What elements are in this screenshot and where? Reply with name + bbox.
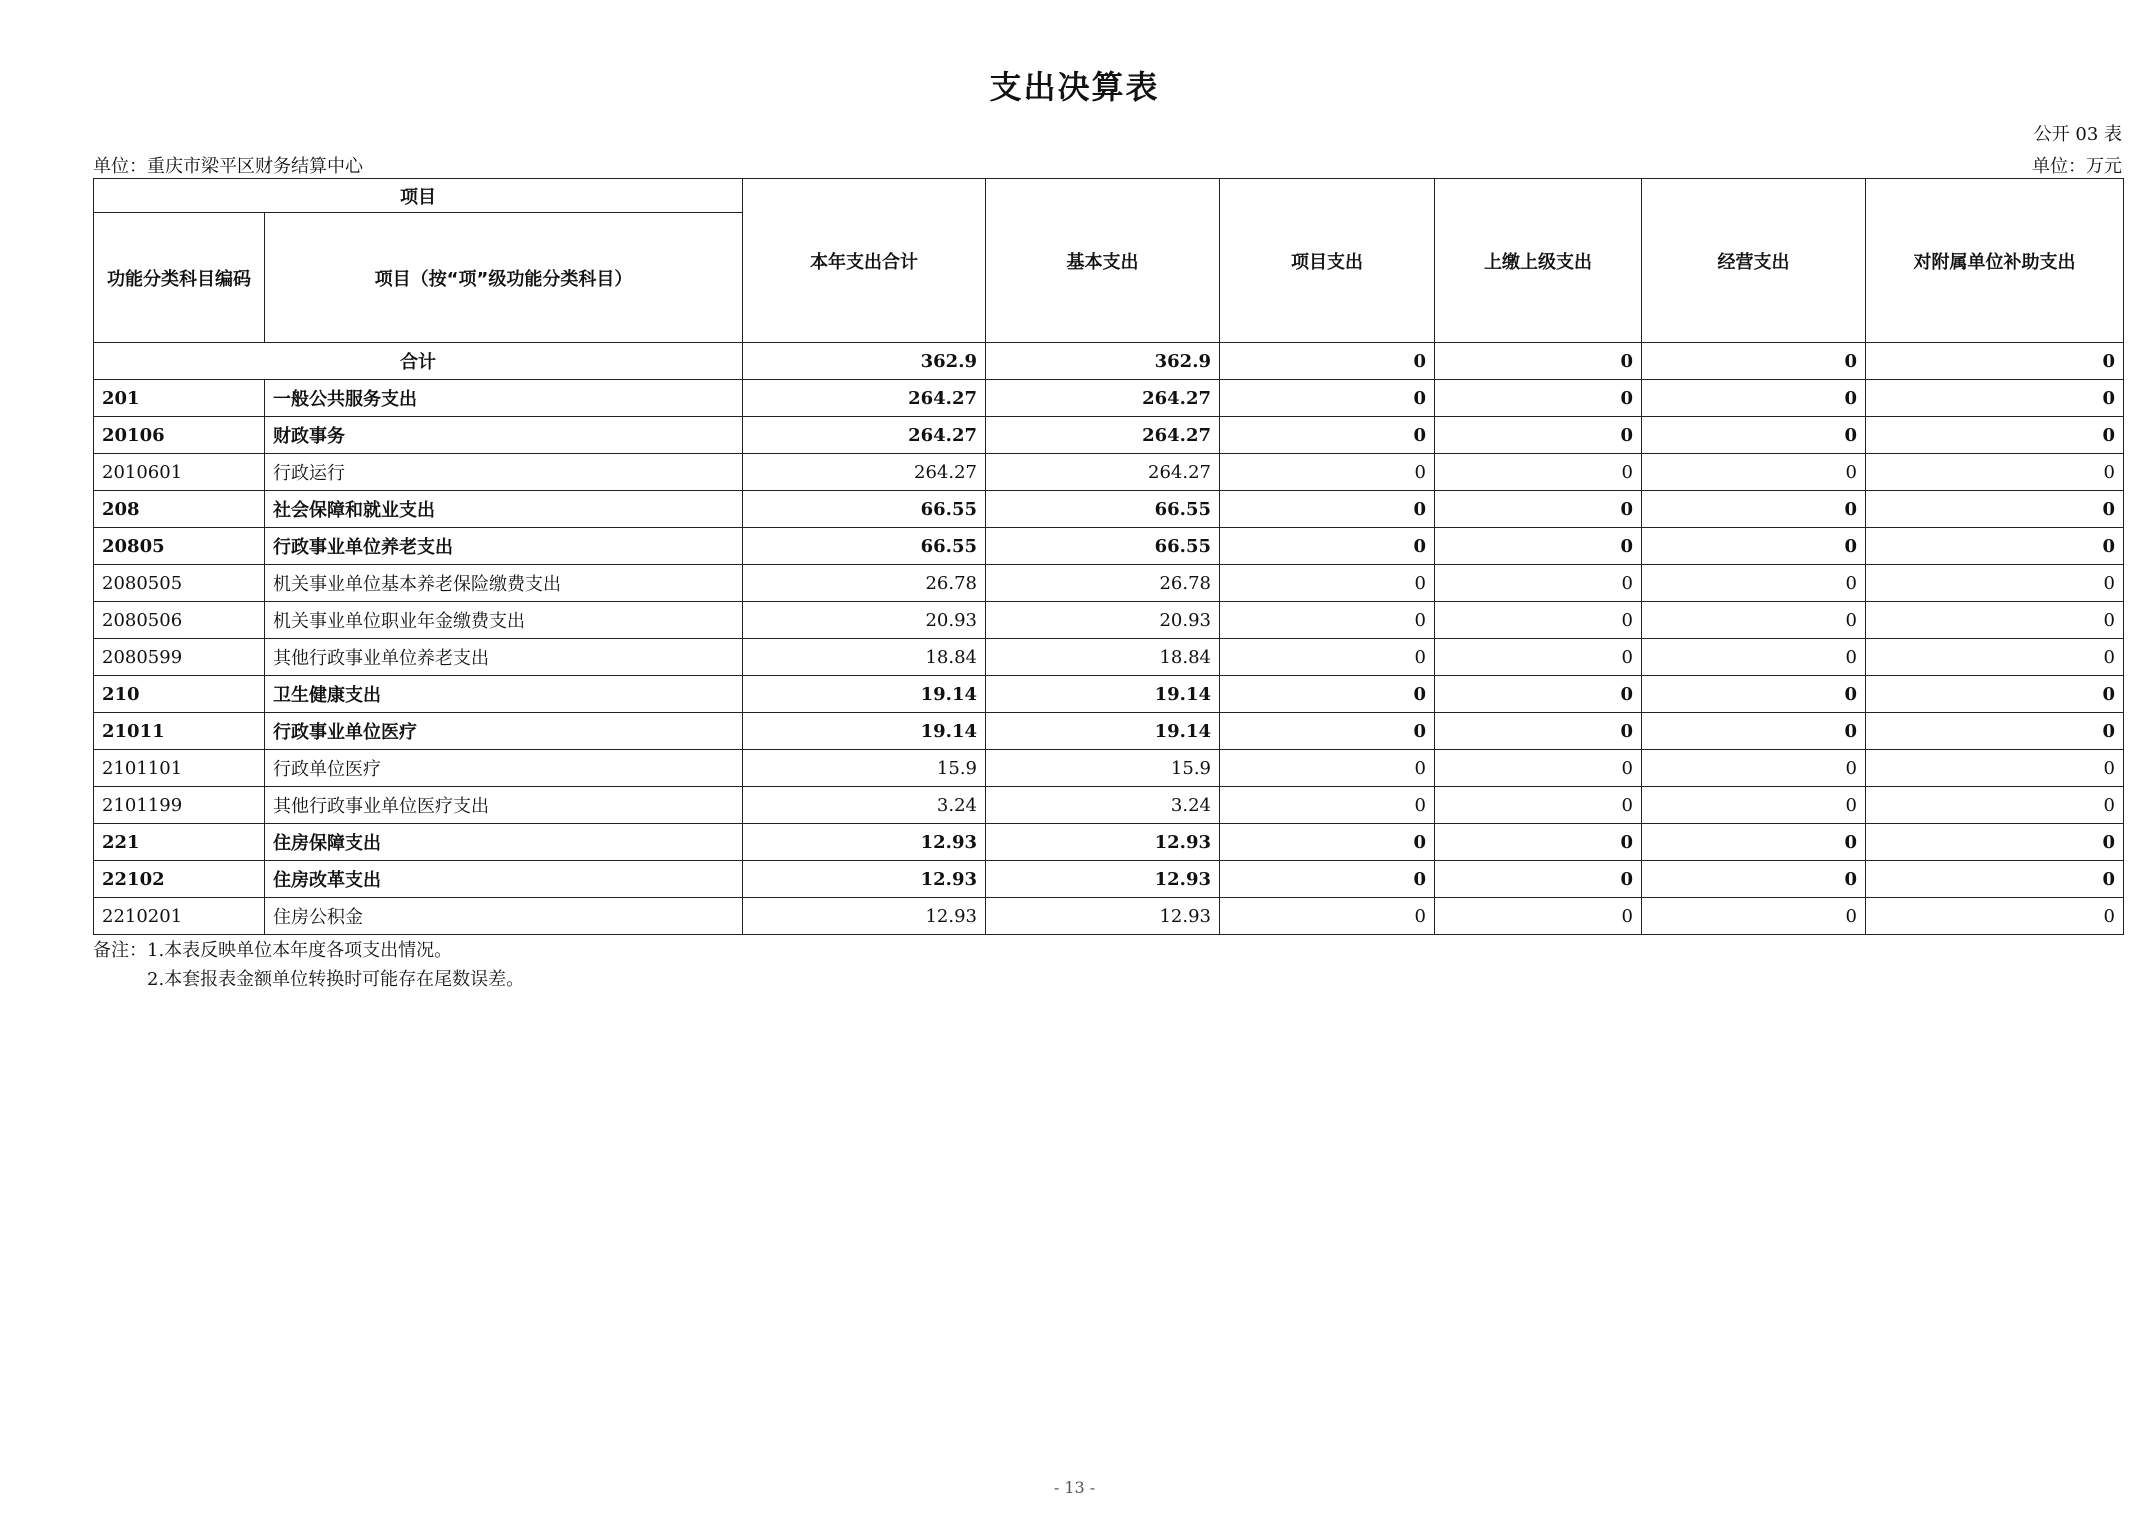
header-code: 功能分类科目编码 [94,213,265,343]
total-cell: 264.27 [743,380,986,417]
name-cell: 行政单位医疗 [265,750,743,787]
name-cell: 其他行政事业单位医疗支出 [265,787,743,824]
code-cell: 210 [94,676,265,713]
name-cell: 住房公积金 [265,898,743,935]
name-cell: 行政事业单位医疗 [265,713,743,750]
basic-cell: 26.78 [986,565,1220,602]
business-cell: 0 [1642,380,1866,417]
header-project: 项目 [94,179,743,213]
project-cell: 0 [1220,824,1435,861]
project-cell: 0 [1220,380,1435,417]
subsidy-cell: 0 [1866,713,2124,750]
business-cell: 0 [1642,824,1866,861]
subsidy-cell: 0 [1866,861,2124,898]
code-cell: 2010601 [94,454,265,491]
total-business-cell: 0 [1642,343,1866,380]
table-row [94,491,2124,528]
total-basic-cell: 362.9 [986,343,1220,380]
project-cell: 0 [1220,713,1435,750]
project-cell: 0 [1220,454,1435,491]
project-cell: 0 [1220,491,1435,528]
subsidy-cell: 0 [1866,565,2124,602]
basic-cell: 19.14 [986,713,1220,750]
basic-cell: 66.55 [986,491,1220,528]
total-cell: 19.14 [743,713,986,750]
code-cell: 20805 [94,528,265,565]
upper-cell: 0 [1435,639,1642,676]
total-label: 合计 [94,343,743,380]
business-cell: 0 [1642,639,1866,676]
total-cell: 66.55 [743,491,986,528]
basic-cell: 12.93 [986,898,1220,935]
note-1: 备注：1.本表反映单位本年度各项支出情况。 [93,940,453,961]
subsidy-cell: 0 [1866,898,2124,935]
page-number: - 13 - [1053,1478,1096,1497]
subsidy-cell: 0 [1866,787,2124,824]
business-cell: 0 [1642,713,1866,750]
total-project-cell: 0 [1220,343,1435,380]
project-cell: 0 [1220,565,1435,602]
upper-cell: 0 [1435,713,1642,750]
header-basic: 基本支出 [986,179,1220,343]
total-cell: 264.27 [743,454,986,491]
upper-cell: 0 [1435,528,1642,565]
header-name: 项目（按“项”级功能分类科目） [265,213,743,343]
name-cell: 行政运行 [265,454,743,491]
subsidy-cell: 0 [1866,528,2124,565]
header-subsidy: 对附属单位补助支出 [1866,179,2124,343]
subsidy-cell: 0 [1866,602,2124,639]
name-cell: 社会保障和就业支出 [265,491,743,528]
total-upper-cell: 0 [1435,343,1642,380]
table-row [94,454,2124,491]
upper-cell: 0 [1435,565,1642,602]
name-cell: 一般公共服务支出 [265,380,743,417]
subsidy-cell: 0 [1866,824,2124,861]
header-total: 本年支出合计 [743,179,986,343]
total-cell: 12.93 [743,898,986,935]
total-cell: 26.78 [743,565,986,602]
upper-cell: 0 [1435,602,1642,639]
total-cell: 12.93 [743,861,986,898]
table-row [94,824,2124,861]
total-cell: 12.93 [743,824,986,861]
project-cell: 0 [1220,528,1435,565]
note-2: 2.本套报表金额单位转换时可能存在尾数误差。 [147,969,525,990]
subsidy-cell: 0 [1866,417,2124,454]
form-number: 公开 03 表 [2033,124,2122,145]
basic-cell: 264.27 [986,454,1220,491]
business-cell: 0 [1642,528,1866,565]
project-cell: 0 [1220,417,1435,454]
subsidy-cell: 0 [1866,750,2124,787]
basic-cell: 66.55 [986,528,1220,565]
reporting-unit: 单位：重庆市梁平区财务结算中心 [93,156,363,177]
name-cell: 财政事务 [265,417,743,454]
upper-cell: 0 [1435,861,1642,898]
upper-cell: 0 [1435,787,1642,824]
business-cell: 0 [1642,491,1866,528]
upper-cell: 0 [1435,676,1642,713]
project-cell: 0 [1220,602,1435,639]
header-project-expense: 项目支出 [1220,179,1435,343]
subsidy-cell: 0 [1866,454,2124,491]
total-cell: 15.9 [743,750,986,787]
code-cell: 2210201 [94,898,265,935]
upper-cell: 0 [1435,417,1642,454]
expenditure-table [93,178,2124,935]
table-row [94,676,2124,713]
subsidy-cell: 0 [1866,380,2124,417]
basic-cell: 264.27 [986,380,1220,417]
code-cell: 2080505 [94,565,265,602]
header-business: 经营支出 [1642,179,1866,343]
business-cell: 0 [1642,898,1866,935]
basic-cell: 19.14 [986,676,1220,713]
basic-cell: 20.93 [986,602,1220,639]
code-cell: 221 [94,824,265,861]
code-cell: 201 [94,380,265,417]
total-row [94,343,2124,380]
business-cell: 0 [1642,602,1866,639]
table-row [94,528,2124,565]
subsidy-cell: 0 [1866,639,2124,676]
notes [93,936,524,994]
project-cell: 0 [1220,676,1435,713]
basic-cell: 18.84 [986,639,1220,676]
total-cell: 20.93 [743,602,986,639]
project-cell: 0 [1220,898,1435,935]
project-cell: 0 [1220,639,1435,676]
table-row [94,380,2124,417]
name-cell: 其他行政事业单位养老支出 [265,639,743,676]
total-cell: 66.55 [743,528,986,565]
upper-cell: 0 [1435,454,1642,491]
total-cell: 264.27 [743,417,986,454]
table-row [94,417,2124,454]
table-row [94,639,2124,676]
subsidy-cell: 0 [1866,676,2124,713]
code-cell: 2080599 [94,639,265,676]
table-row [94,861,2124,898]
code-cell: 21011 [94,713,265,750]
code-cell: 2101199 [94,787,265,824]
basic-cell: 12.93 [986,861,1220,898]
table-row [94,713,2124,750]
upper-cell: 0 [1435,380,1642,417]
business-cell: 0 [1642,750,1866,787]
total-cell: 19.14 [743,676,986,713]
currency-unit: 单位：万元 [2032,156,2122,177]
name-cell: 卫生健康支出 [265,676,743,713]
name-cell: 住房保障支出 [265,824,743,861]
name-cell: 机关事业单位基本养老保险缴费支出 [265,565,743,602]
total-cell: 3.24 [743,787,986,824]
business-cell: 0 [1642,417,1866,454]
basic-cell: 264.27 [986,417,1220,454]
upper-cell: 0 [1435,491,1642,528]
business-cell: 0 [1642,787,1866,824]
name-cell: 行政事业单位养老支出 [265,528,743,565]
business-cell: 0 [1642,565,1866,602]
name-cell: 机关事业单位职业年金缴费支出 [265,602,743,639]
header-upper-payment: 上缴上级支出 [1435,179,1642,343]
table-row [94,787,2124,824]
upper-cell: 0 [1435,898,1642,935]
total-cell: 18.84 [743,639,986,676]
table-row [94,898,2124,935]
table-row [94,565,2124,602]
code-cell: 2101101 [94,750,265,787]
table-row [94,750,2124,787]
code-cell: 208 [94,491,265,528]
page-title: 支出决算表 [989,68,1160,106]
upper-cell: 0 [1435,750,1642,787]
project-cell: 0 [1220,787,1435,824]
table-row [94,602,2124,639]
upper-cell: 0 [1435,824,1642,861]
project-cell: 0 [1220,750,1435,787]
project-cell: 0 [1220,861,1435,898]
basic-cell: 3.24 [986,787,1220,824]
total-subsidy-cell: 0 [1866,343,2124,380]
basic-cell: 15.9 [986,750,1220,787]
business-cell: 0 [1642,676,1866,713]
total-cell: 362.9 [743,343,986,380]
business-cell: 0 [1642,861,1866,898]
subsidy-cell: 0 [1866,491,2124,528]
basic-cell: 12.93 [986,824,1220,861]
business-cell: 0 [1642,454,1866,491]
name-cell: 住房改革支出 [265,861,743,898]
code-cell: 2080506 [94,602,265,639]
code-cell: 20106 [94,417,265,454]
code-cell: 22102 [94,861,265,898]
